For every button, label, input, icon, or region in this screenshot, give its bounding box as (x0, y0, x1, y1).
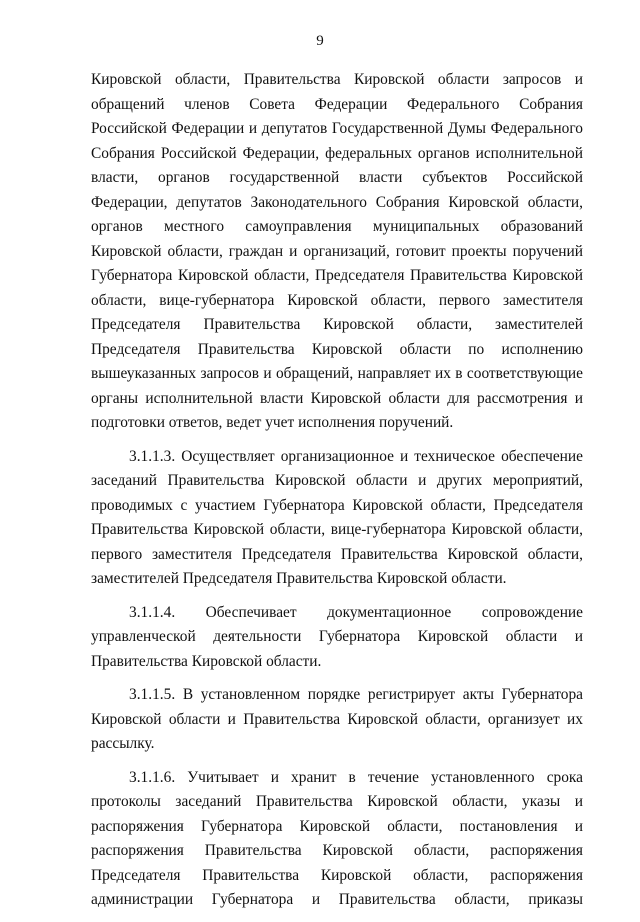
document-body (91, 68, 583, 922)
paragraph-3-1-1-4: 3.1.1.4. Обеспечивает документационное сопровождение управленческой деятельности Губернатора Кировской области и Правительства Кировской области. (91, 603, 583, 670)
paragraph-3-1-1-5: 3.1.1.5. В установленном порядке регистрирует акты Губернатора Кировской области и Правительства Кировской области, организует их рассылку. (91, 686, 583, 752)
paragraph-3-1-1-6: 3.1.1.6. Учитывает и хранит в течение установленного срока протоколы заседаний Правительства Кировской области, указы и распоряжения Губернатора Кировской области, постановления и распоряжения Правительства Кировской области, распоряжения Председателя Правительства Кировской области, распоряжения администрации Губернатора и Правительства области, приказы (91, 768, 583, 908)
page-number: 9 (316, 33, 324, 49)
paragraph-continuation: Кировской области, Правительства Кировской области запросов и обращений членов Совета Федерации Федерального Собрания Российской Федерации и депутатов Государственной Думы Федерального Собрания Российской Федерации, федеральных органов исполнительной власти, органов государственной власти субъектов Российской Федерации, депутатов Законодательного Собрания Кировской области, органов местного самоуправления муниципальных образований Кировской области, граждан и организаций, готовит проекты поручений Губернатора Кировской области, Председателя Правительства Кировской области, вице-губернатора Кировской области, первого заместителя Председателя Правительства Кировской области, заместителей Председателя Правительства Кировской области по исполнению вышеуказанных запросов и обращений, направляет их в соответствующие органы исполнительной власти Кировской области для рассмотрения и подготовки ответов, ведет учет исполнения поручений. (91, 71, 583, 431)
paragraph-3-1-1-3: 3.1.1.3. Осуществляет организационное и техническое обеспечение заседаний Правительства Кировской области и других мероприятий, проводимых с участием Губернатора Кировской области, Председателя Правительства Кировской области, вице-губернатора Кировской области, первого заместителя Председателя Правительства Кировской области, заместителей Председателя Правительства Кировской области. (91, 447, 583, 587)
